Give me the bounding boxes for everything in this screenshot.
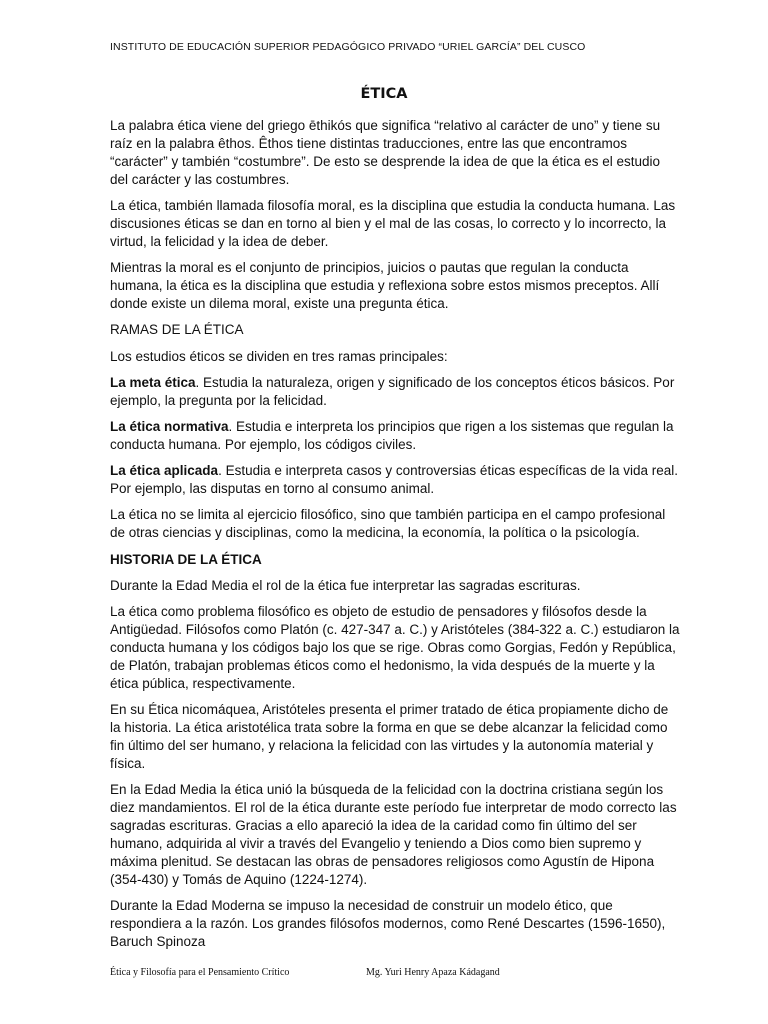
paragraph-professional-field: La ética no se limita al ejercicio filosófico, sino que también participa en el campo profesional de otras ciencias y disciplinas, como la medicina, la economía, la política o la psicología. <box>110 507 666 541</box>
text-meta-etica: . Estudia la naturaleza, origen y significado de los conceptos éticos básicos. Por ejemplo, la pregunta por la felicidad. <box>110 374 675 408</box>
term-etica-aplicada: La ética aplicada <box>110 463 219 479</box>
text-etica-aplicada: . Estudia e interpreta casos y controversias éticas específicas de la vida real. Por ejemplo, las disputas en torno al consumo animal. <box>110 463 679 497</box>
paragraph-definition: La ética, también llamada filosofía moral, es la disciplina que estudia la conducta humana. Las discusiones éticas se dan en torno al bien y el mal de las cosas, lo correcto y lo incorrecto, la virtud, la felicidad y la idea de deber. <box>110 198 676 249</box>
paragraph-edad-moderna: Durante la Edad Moderna se impuso la necesidad de construir un modelo ético, que respondiera a la razón. Los grandes filósofos modernos, como René Descartes (1596-1650), Baruch Spinoza <box>110 898 666 949</box>
paragraph-etymology: La palabra ética viene del griego ēthikós que significa “relativo al carácter de uno” y tiene su raíz en la palabra êthos. Êthos tiene distintas traducciones, entre las que encontramos “carácter” y también “costumbre”. De esto se desprende la idea de que la ética es el estudio del carácter y las costumbres. <box>110 118 661 187</box>
document-body <box>110 117 680 959</box>
paragraph-etica-aplicada <box>110 462 680 498</box>
term-meta-etica: La meta ética <box>110 374 196 390</box>
paragraph-moral-vs-ethics: Mientras la moral es el conjunto de principios, juicios o pautas que regulan la conducta humana, la ética es la disciplina que estudia y reflexiona sobre estos mismos preceptos. Allí donde existe un dilema moral, existe una pregunta ética. <box>110 260 660 311</box>
section-heading-historia: HISTORIA DE LA ÉTICA <box>110 551 262 567</box>
paragraph-edad-media: En la Edad Media la ética unió la búsqueda de la felicidad con la doctrina cristiana según los diez mandamientos. El rol de la ética durante este período fue interpretar de modo correcto las sagradas escrituras. Gracias a ello apareció la idea de la caridad como fin último del ser humano, adquirida al vivir a través del Evangelio y teniendo a Dios como bien supremo y máxima plenitud. Se destacan las obras de pensadores religiosos como Agustín de Hipona (354-430) y Tomás de Aquino (1224-1274). <box>110 782 677 887</box>
paragraph-edad-media-summary: Durante la Edad Media el rol de la ética fue interpretar las sagradas escrituras. <box>110 577 581 593</box>
footer-course-title: Ética y Filosofía para el Pensamiento Crítico <box>110 967 290 978</box>
paragraph-branches-intro: Los estudios éticos se dividen en tres ramas principales: <box>110 348 448 364</box>
term-etica-normativa: La ética normativa <box>110 419 229 435</box>
text-etica-normativa: . Estudia e interpreta los principios que rigen a los sistemas que regulan la conducta humana. Por ejemplo, los códigos civiles. <box>110 419 674 452</box>
footer-author: Mg. Yuri Henry Apaza Kádagand <box>366 967 500 978</box>
section-heading-ramas: RAMAS DE LA ÉTICA <box>110 322 244 338</box>
page-header: INSTITUTO DE EDUCACIÓN SUPERIOR PEDAGÓGICO PRIVADO “URIEL GARCÍA” DEL CUSCO <box>110 41 586 53</box>
paragraph-aristoteles: En su Ética nicomáquea, Aristóteles presenta el primer tratado de ética propiamente dicho de la historia. La ética aristotélica trata sobre la forma en que se debe alcanzar la felicidad como fin último del ser humano, y relaciona la felicidad con las virtudes y la autonomía material y física. <box>110 702 669 771</box>
document-title: ÉTICA <box>360 86 408 102</box>
paragraph-etica-normativa <box>110 418 680 454</box>
paragraph-meta-etica <box>110 374 680 410</box>
paragraph-antiguedad: La ética como problema filosófico es objeto de estudio de pensadores y filósofos desde la Antigüedad. Filósofos como Platón (c. 427-347 a. C.) y Aristóteles (384-322 a. C.) estudiaron la conducta humana y los códigos bajo los que se rige. Obras como Gorgias, Fedón y República, de Platón, trabajan problemas éticos como el hedonismo, la vida después de la muerte y la ética pública, respectivamente. <box>110 604 680 691</box>
